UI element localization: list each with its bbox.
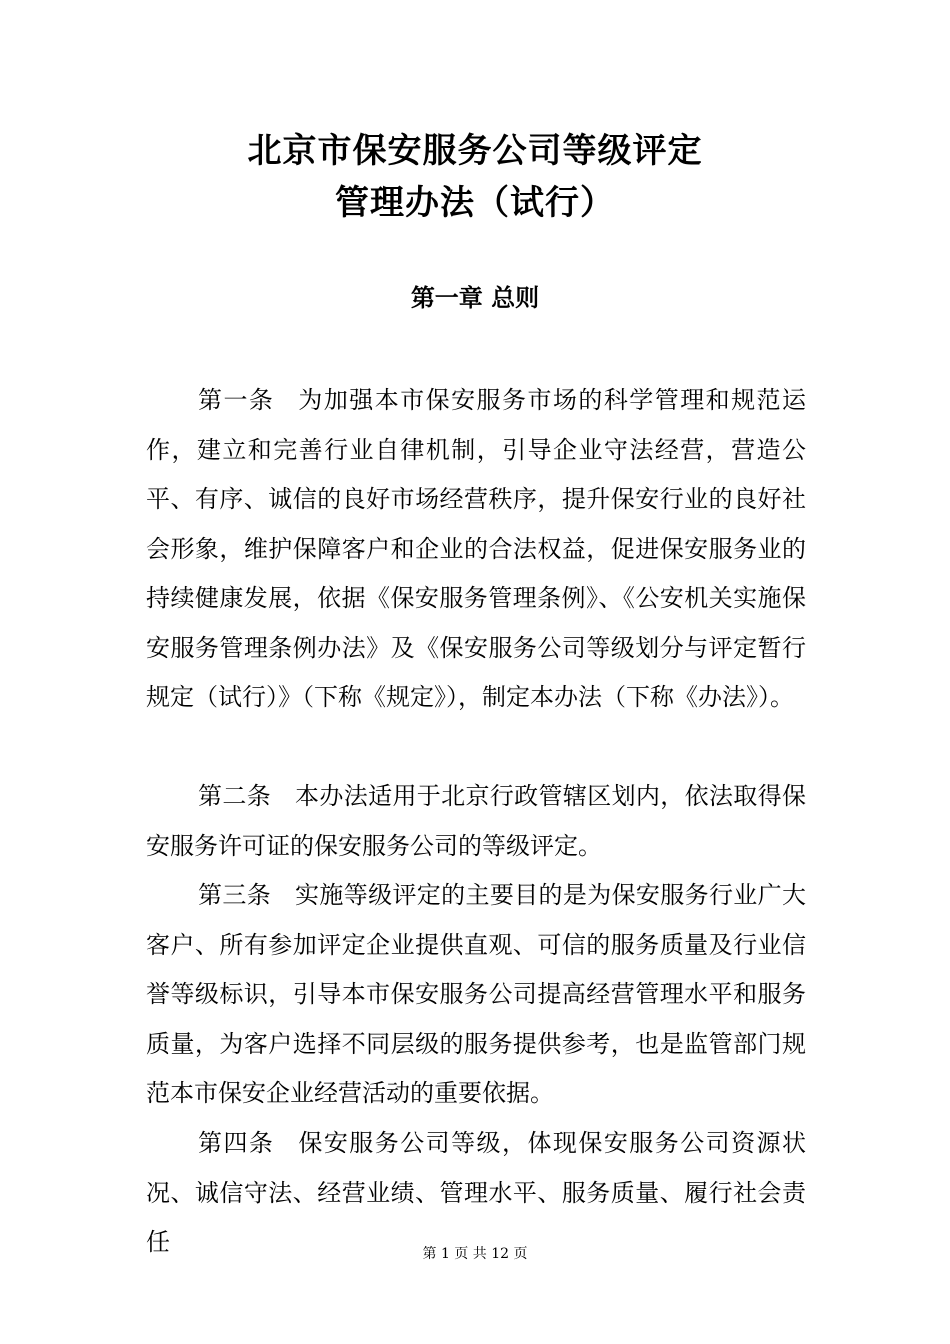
article-1-text: 为加强本市保安服务市场的科学管理和规范运作，建立和完善行业自律机制，引导企业守法经营，营造公平、有序、诚信的良好市场经营秩序，提升保安行业的良好社会形象，维护保障客户和企业的合法权益，促进保安服务业的持续健康发展，依据《保安服务管理条例》、《公安机关实施保安服务管理条例办法》及《保安服务公司等级划分与评定暂行规定（试行）》（下称《规定》），制定本办法（下称《办法》）。: [146, 386, 807, 711]
article-4-label: 第四条: [198, 1129, 275, 1157]
article-2-text: 本办法适用于北京行政管辖区划内，依法取得保安服务许可证的保安服务公司的等级评定。: [146, 782, 807, 860]
article-3-text: 实施等级评定的主要目的是为保安服务行业广大客户、所有参加评定企业提供直观、可信的服务质量及行业信誉等级标识，引导本市保安服务公司提高经营管理水平和服务质量，为客户选择不同层级的服务提供参考，也是监管部门规范本市保安企业经营活动的重要依据。: [146, 881, 807, 1107]
article-2: [146, 772, 806, 871]
article-4-text: 保安服务公司等级，体现保安服务公司资源状况、诚信守法、经营业绩、管理水平、服务质量、履行社会责任: [146, 1129, 807, 1256]
page-footer: 第 1 页 共 12 页: [422, 1246, 528, 1262]
document-title-line-2: 管理办法（试行）: [335, 183, 615, 223]
document-title-line-1: 北京市保安服务公司等级评定: [247, 131, 703, 171]
article-2-label: 第二条: [198, 782, 272, 810]
article-1-label: 第一条: [198, 386, 275, 414]
article-3-label: 第三条: [198, 881, 272, 909]
article-3: [146, 871, 806, 1119]
article-1: [146, 376, 806, 723]
chapter-heading: 第一章 总则: [410, 284, 540, 312]
